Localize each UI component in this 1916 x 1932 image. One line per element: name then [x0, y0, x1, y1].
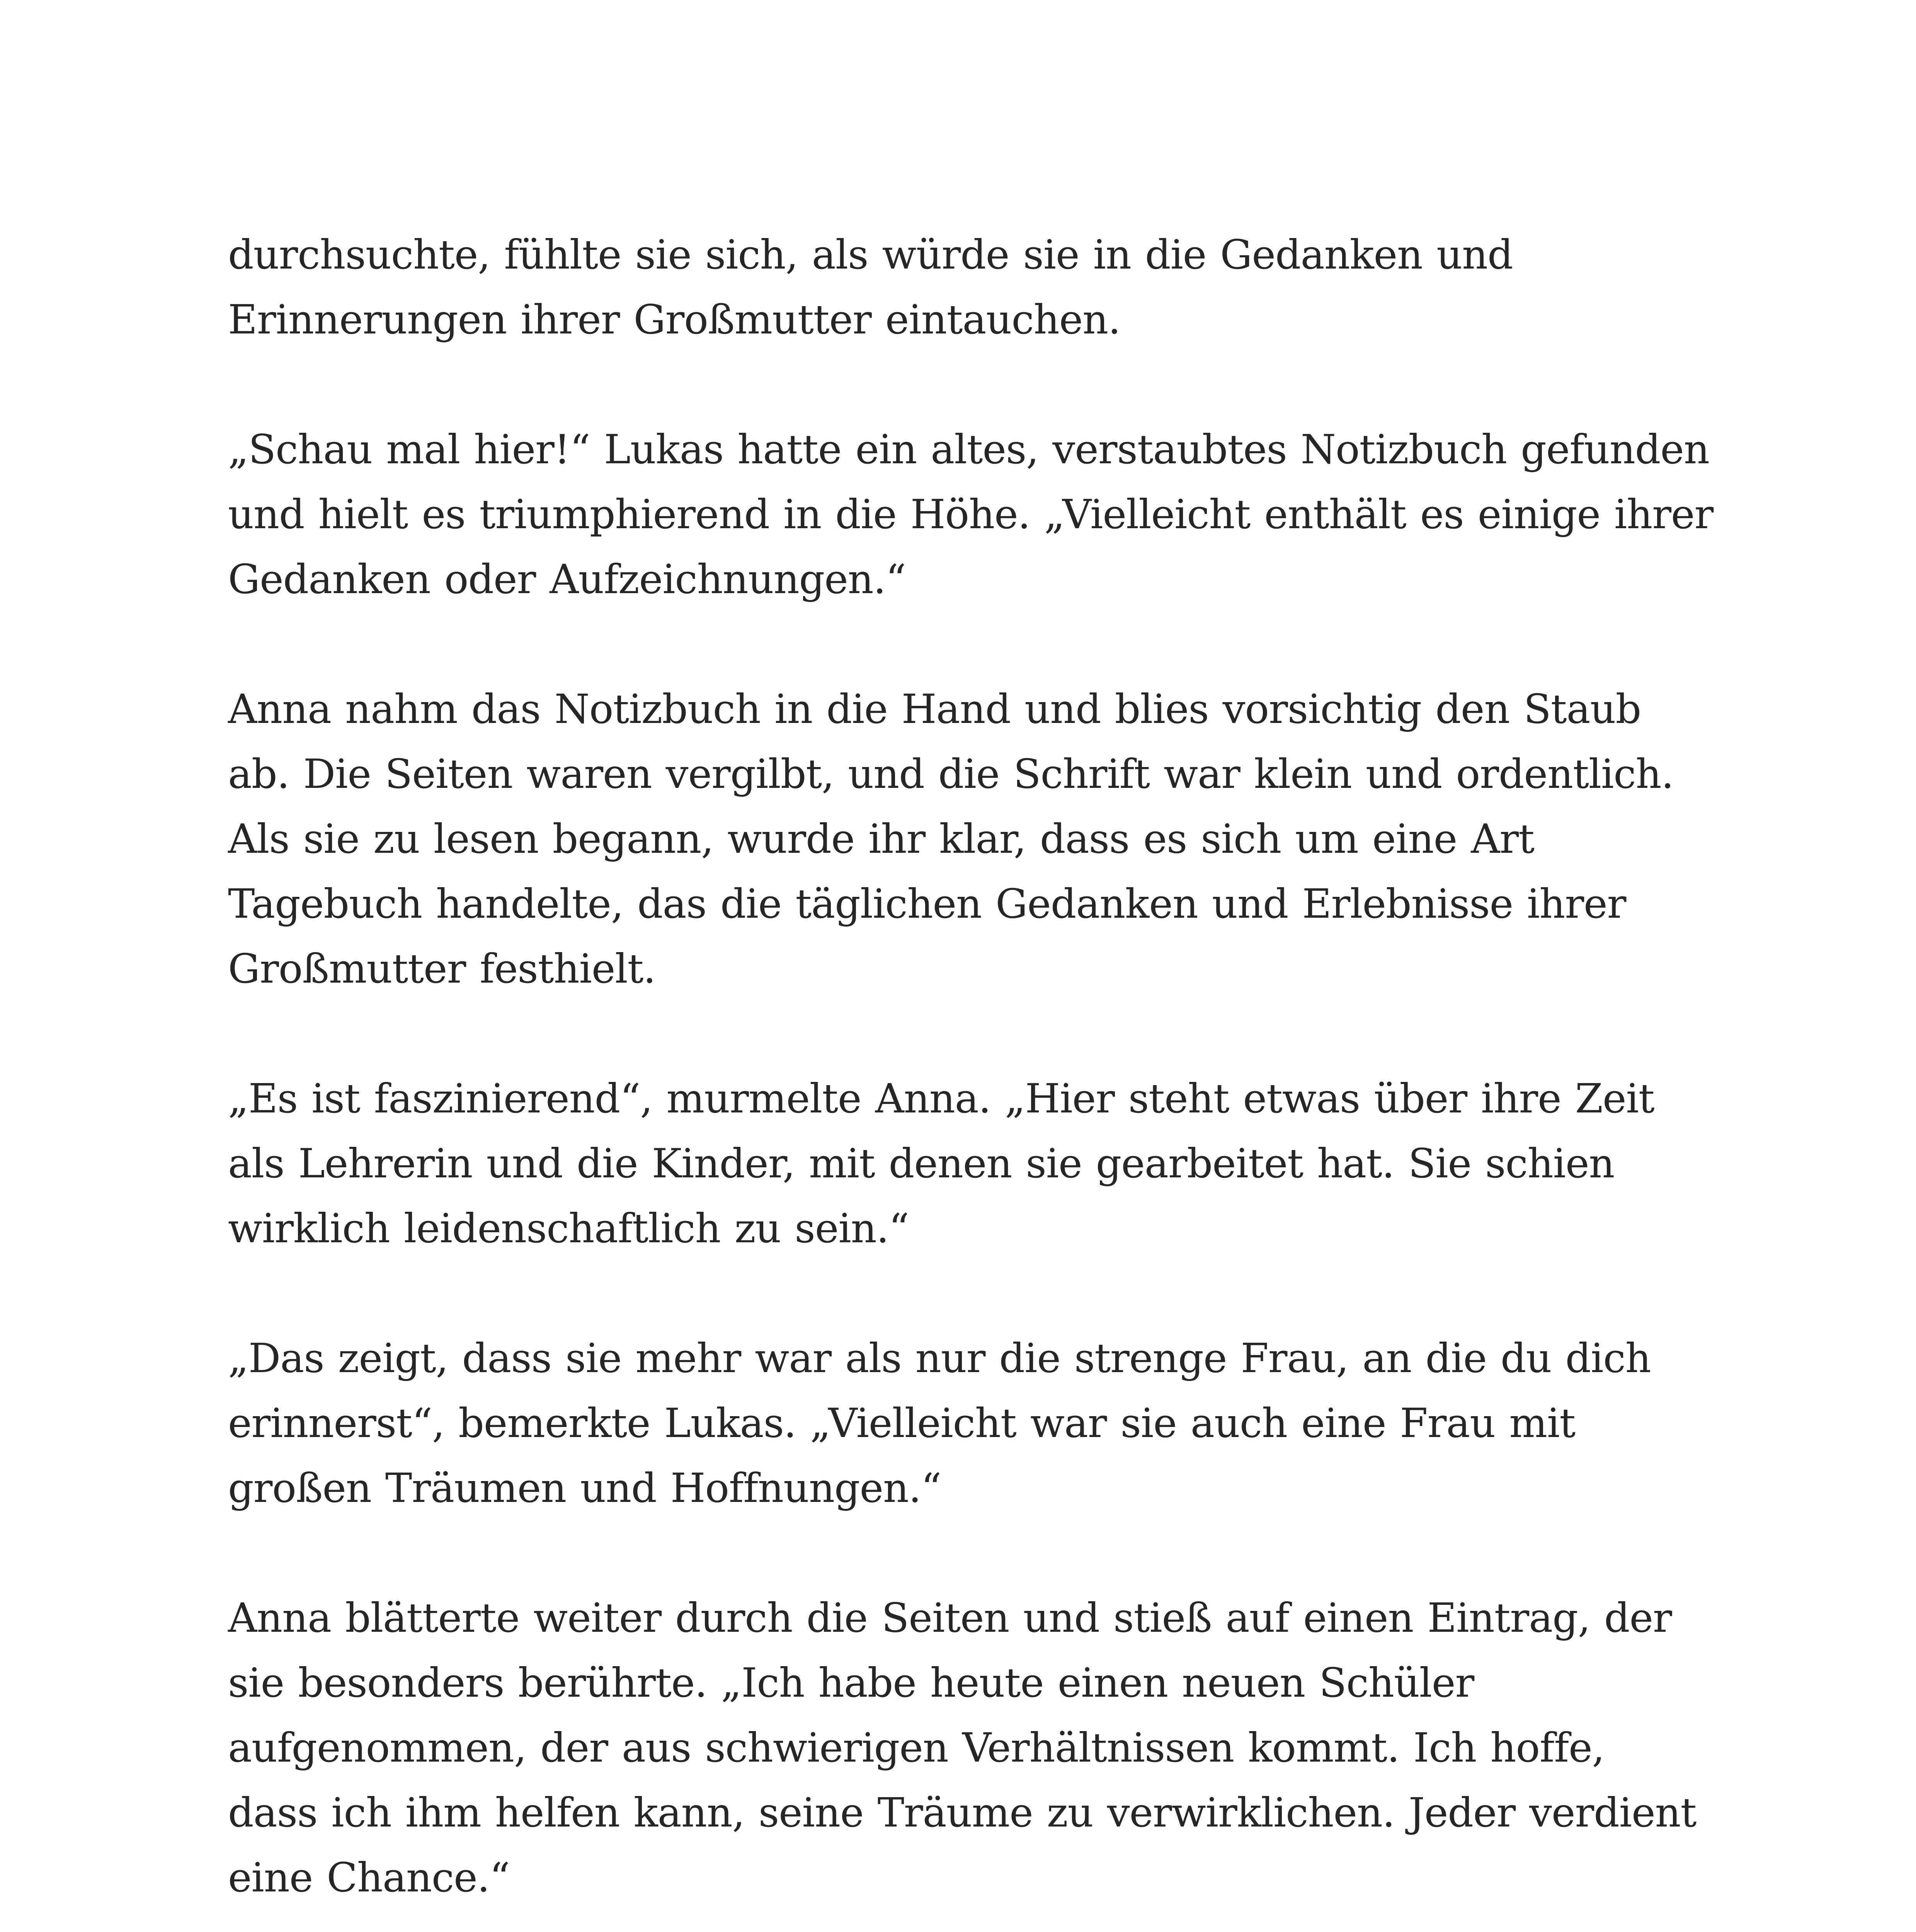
text-line: erinnerst“, bemerkte Lukas. „Vielleicht war sie auch eine Frau mit	[228, 1400, 1576, 1447]
text-line: aufgenommen, der aus schwierigen Verhältnissen kommt. Ich hoffe,	[228, 1724, 1605, 1771]
paragraph	[228, 1585, 1731, 1910]
text-line: Gedanken oder Aufzeichnungen.“	[228, 556, 906, 603]
paragraph	[228, 1326, 1731, 1520]
text-line: Tagebuch handelte, das die täglichen Gedanken und Erlebnisse ihrer	[228, 880, 1626, 927]
text-line: Anna blätterte weiter durch die Seiten und stieß auf einen Eintrag, der	[228, 1594, 1672, 1641]
text-line: großen Träumen und Hoffnungen.“	[228, 1464, 941, 1512]
text-line: Großmutter festhielt.	[228, 945, 656, 992]
paragraph	[228, 222, 1731, 352]
text-line: eine Chance.“	[228, 1854, 510, 1901]
text-line: durchsuchte, fühlte sie sich, als würde sie in die Gedanken und	[228, 231, 1513, 278]
paragraph	[228, 1066, 1731, 1261]
paragraph	[228, 677, 1731, 1001]
text-line: und hielt es triumphierend in die Höhe. „Vielleicht enthält es einige ihrer	[228, 491, 1714, 538]
text-line: Anna nahm das Notizbuch in die Hand und blies vorsichtig den Staub	[228, 685, 1641, 733]
paragraph	[228, 417, 1731, 612]
text-line: Als sie zu lesen begann, wurde ihr klar, dass es sich um eine Art	[228, 815, 1534, 862]
text-line: Erinnerungen ihrer Großmutter eintauchen.	[228, 296, 1121, 343]
text-line: „Es ist faszinierend“, murmelte Anna. „Hier steht etwas über ihre Zeit	[228, 1075, 1654, 1122]
body-text	[228, 222, 1731, 1932]
text-line: sie besonders berührte. „Ich habe heute einen neuen Schüler	[228, 1659, 1474, 1706]
text-line: als Lehrerin und die Kinder, mit denen sie gearbeitet hat. Sie schien	[228, 1140, 1615, 1187]
text-line: „Schau mal hier!“ Lukas hatte ein altes, verstaubtes Notizbuch gefunden	[228, 426, 1709, 473]
text-line: „Das zeigt, dass sie mehr war als nur die strenge Frau, an die du dich	[228, 1335, 1651, 1382]
text-line: wirklich leidenschaftlich zu sein.“	[228, 1205, 909, 1252]
text-line: ab. Die Seiten waren vergilbt, und die Schrift war klein und ordentlich.	[228, 750, 1674, 798]
text-line: dass ich ihm helfen kann, seine Träume zu verwirklichen. Jeder verdient	[228, 1789, 1696, 1836]
